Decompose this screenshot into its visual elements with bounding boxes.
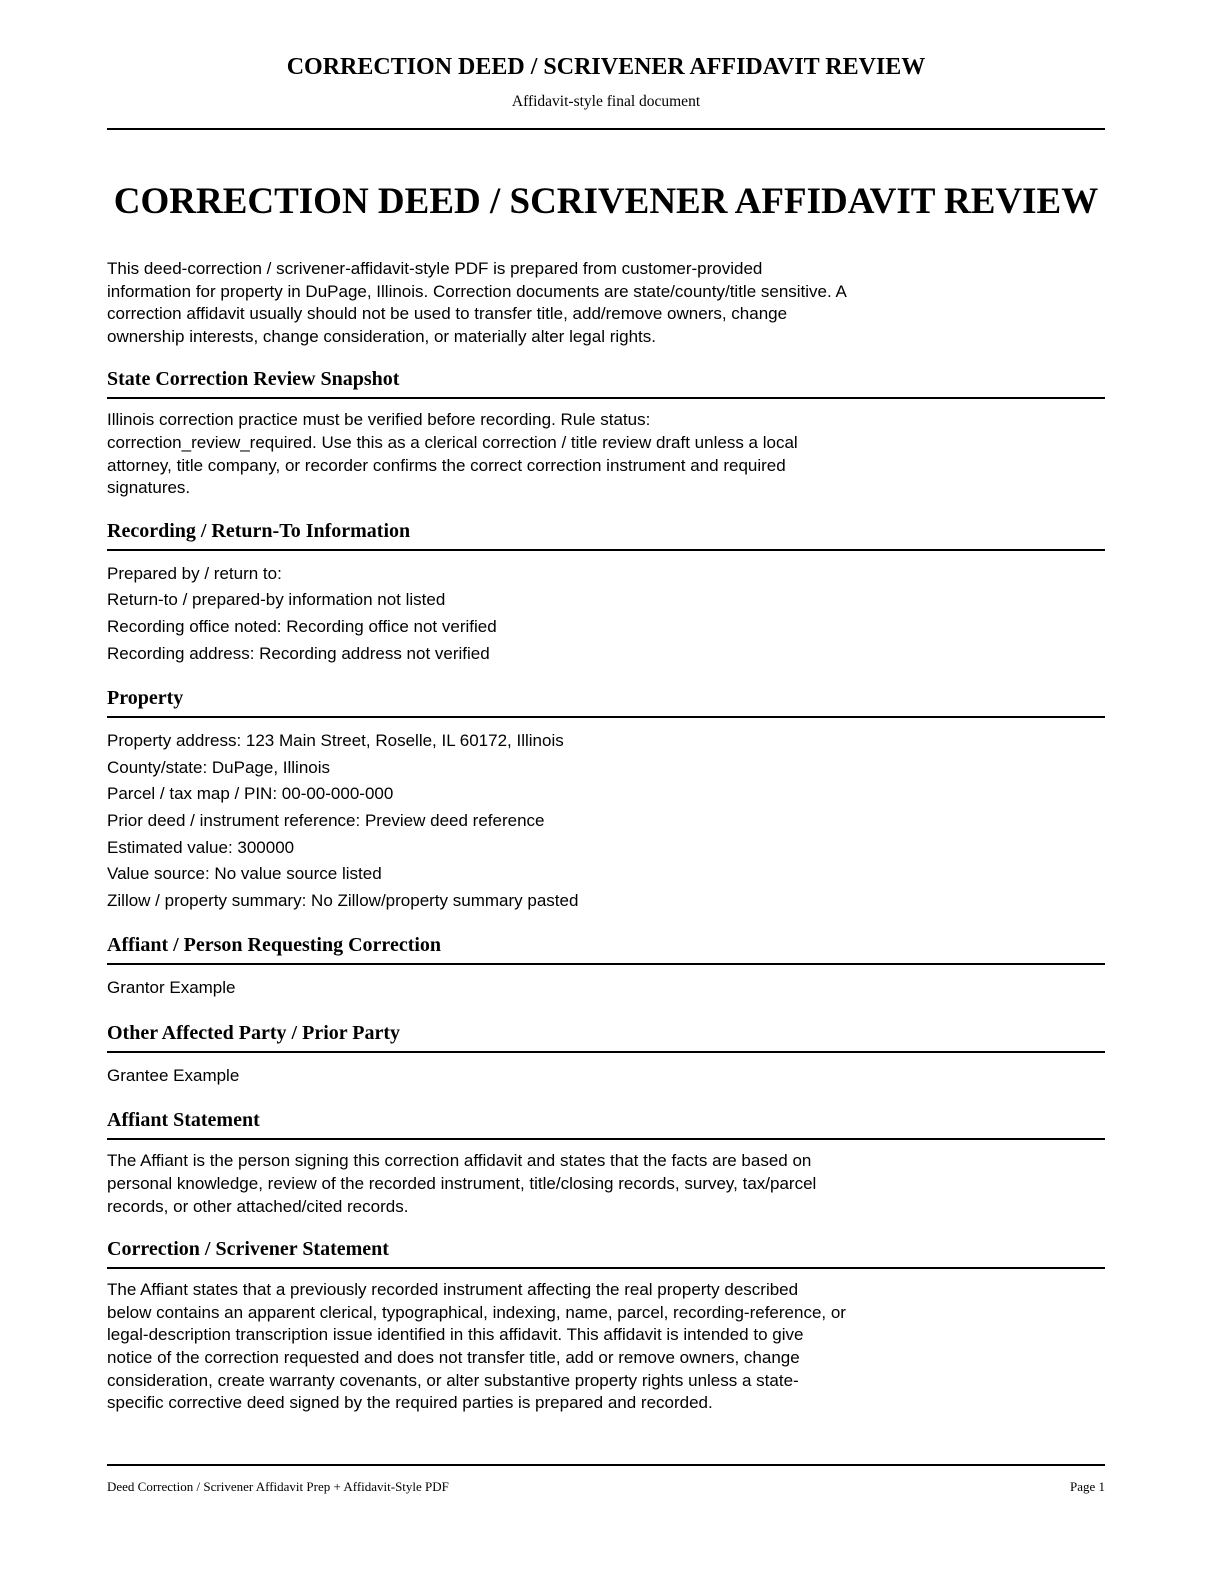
page-number: Page 1 — [1069, 1479, 1105, 1494]
document-body — [107, 180, 1105, 1415]
section-body — [107, 1150, 1105, 1218]
property-line: Prior deed / instrument reference: Preview deed reference — [107, 810, 545, 830]
section-body — [107, 561, 1105, 667]
property-line: Property address: 123 Main Street, Roselle, IL 60172, Illinois — [107, 731, 564, 751]
section-affiant-statement — [107, 1107, 1105, 1218]
section-property — [107, 685, 1105, 914]
property-line: Zillow / property summary: No Zillow/property summary pasted — [107, 890, 579, 910]
recording-line: Return-to / prepared-by information not listed — [107, 590, 446, 610]
property-line: Estimated value: 300000 — [107, 837, 295, 857]
section-heading: Property — [107, 685, 1105, 718]
document-page — [107, 0, 1105, 1584]
section-body — [107, 409, 1105, 499]
snapshot-paragraph: Illinois correction practice must be verified before recording. Rule status: correction_review_required. Use this as a clerical correction / title review draft unless a local attorney, title company, or recorder confirms the correct correction instrument and required signatures. — [107, 410, 798, 498]
section-body — [107, 1279, 1105, 1415]
property-line: Value source: No value source listed — [107, 864, 382, 884]
section-heading: Affiant Statement — [107, 1107, 1105, 1140]
document-title: CORRECTION DEED / SCRIVENER AFFIDAVIT REVIEW — [113, 181, 1099, 222]
section-state-correction-snapshot — [107, 366, 1105, 499]
section-heading: Correction / Scrivener Statement — [107, 1236, 1105, 1269]
recording-line: Recording office noted: Recording office not verified — [107, 616, 497, 636]
recording-line: Prepared by / return to: — [107, 563, 282, 583]
section-heading: State Correction Review Snapshot — [107, 366, 1105, 399]
property-line: County/state: DuPage, Illinois — [107, 757, 331, 777]
correction-statement-paragraph: The Affiant states that a previously recorded instrument affecting the real property described below contains an apparent clerical, typographical, indexing, name, parcel, recording-reference, or legal-description transcription issue identified in this affidavit. This affidavit is intended to give notice of the correction requested and does not transfer title, add or remove owners, change consideration, create warranty covenants, or alter substantive property rights unless a state-specific corrective deed signed by the required parties is prepared and recorded. — [107, 1280, 846, 1413]
section-body — [107, 728, 1105, 914]
section-body — [107, 1063, 1105, 1090]
other-party-name: Grantee Example — [107, 1065, 240, 1085]
section-heading: Recording / Return-To Information — [107, 518, 1105, 551]
section-affiant — [107, 932, 1105, 1002]
footer-document-name: Deed Correction / Scrivener Affidavit Prep + Affidavit-Style PDF — [107, 1479, 449, 1494]
section-other-affected-party — [107, 1020, 1105, 1090]
running-header — [107, 52, 1105, 112]
running-header-title: CORRECTION DEED / SCRIVENER AFFIDAVIT REVIEW — [286, 54, 926, 80]
recording-line: Recording address: Recording address not verified — [107, 643, 490, 663]
affiant-name: Grantor Example — [107, 978, 236, 998]
section-heading: Other Affected Party / Prior Party — [107, 1020, 1105, 1053]
section-correction-statement — [107, 1236, 1105, 1415]
section-recording-return-to — [107, 518, 1105, 667]
intro-paragraph: This deed-correction / scrivener-affidavit-style PDF is prepared from customer-provided information for property in DuPage, Illinois. Correction documents are state/county/title sensitive. A correction affidavit usually should not be used to transfer title, add/remove owners, change ownership interests, change consideration, or materially alter legal rights. — [107, 259, 846, 346]
running-header-subtitle: Affidavit-style final document — [511, 93, 701, 110]
header-divider — [107, 128, 1105, 130]
section-heading: Affiant / Person Requesting Correction — [107, 932, 1105, 965]
affiant-statement-paragraph: The Affiant is the person signing this correction affidavit and states that the facts are based on personal knowledge, review of the recorded instrument, title/closing records, survey, tax/parcel records, or other attached/cited records. — [107, 1151, 817, 1216]
property-line: Parcel / tax map / PIN: 00-00-000-000 — [107, 784, 394, 804]
footer-divider — [107, 1464, 1105, 1466]
section-body — [107, 975, 1105, 1002]
